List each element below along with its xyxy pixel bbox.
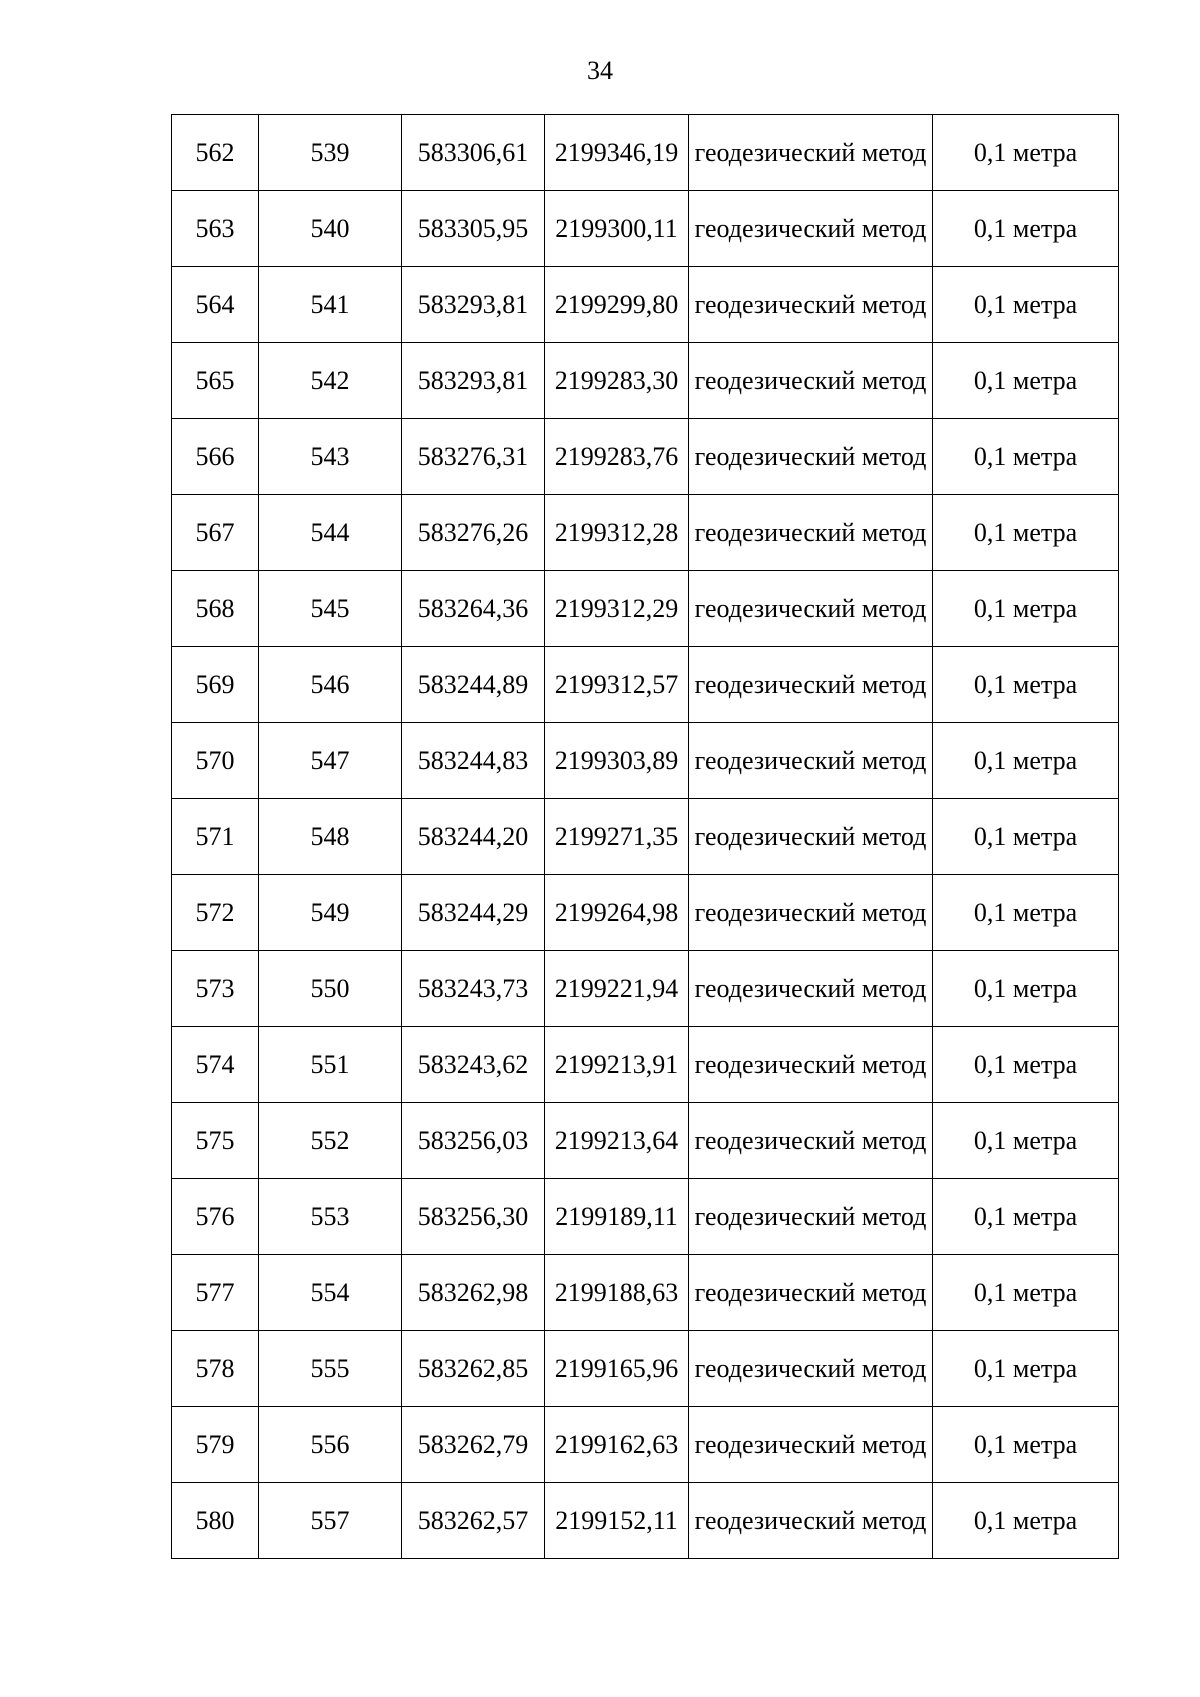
accuracy-cell: 0,1 метра (933, 1255, 1119, 1331)
method-cell: геодезический метод (689, 1407, 933, 1483)
row-number-cell: 564 (172, 267, 259, 343)
table-row (172, 1103, 1119, 1179)
row-number-cell: 567 (172, 495, 259, 571)
table-row (172, 723, 1119, 799)
table-row (172, 419, 1119, 495)
table-row (172, 115, 1119, 191)
x-coordinate-cell: 583243,62 (402, 1027, 545, 1103)
accuracy-cell: 0,1 метра (933, 191, 1119, 267)
point-number-cell: 548 (259, 799, 402, 875)
x-coordinate-cell: 583276,31 (402, 419, 545, 495)
row-number-cell: 565 (172, 343, 259, 419)
row-number-cell: 577 (172, 1255, 259, 1331)
table-body (172, 115, 1119, 1559)
accuracy-cell: 0,1 метра (933, 115, 1119, 191)
row-number-cell: 573 (172, 951, 259, 1027)
y-coordinate-cell: 2199271,35 (545, 799, 689, 875)
x-coordinate-cell: 583305,95 (402, 191, 545, 267)
method-cell: геодезический метод (689, 1331, 933, 1407)
method-cell: геодезический метод (689, 1483, 933, 1559)
accuracy-cell: 0,1 метра (933, 267, 1119, 343)
x-coordinate-cell: 583262,57 (402, 1483, 545, 1559)
row-number-cell: 568 (172, 571, 259, 647)
x-coordinate-cell: 583244,20 (402, 799, 545, 875)
y-coordinate-cell: 2199346,19 (545, 115, 689, 191)
point-number-cell: 545 (259, 571, 402, 647)
method-cell: геодезический метод (689, 1179, 933, 1255)
y-coordinate-cell: 2199152,11 (545, 1483, 689, 1559)
accuracy-cell: 0,1 метра (933, 723, 1119, 799)
point-number-cell: 554 (259, 1255, 402, 1331)
point-number-cell: 544 (259, 495, 402, 571)
y-coordinate-cell: 2199303,89 (545, 723, 689, 799)
method-cell: геодезический метод (689, 647, 933, 723)
method-cell: геодезический метод (689, 1027, 933, 1103)
method-cell: геодезический метод (689, 1103, 933, 1179)
point-number-cell: 541 (259, 267, 402, 343)
accuracy-cell: 0,1 метра (933, 1027, 1119, 1103)
x-coordinate-cell: 583293,81 (402, 267, 545, 343)
table-row (172, 875, 1119, 951)
y-coordinate-cell: 2199188,63 (545, 1255, 689, 1331)
x-coordinate-cell: 583244,29 (402, 875, 545, 951)
x-coordinate-cell: 583262,85 (402, 1331, 545, 1407)
y-coordinate-cell: 2199189,11 (545, 1179, 689, 1255)
row-number-cell: 563 (172, 191, 259, 267)
accuracy-cell: 0,1 метра (933, 799, 1119, 875)
accuracy-cell: 0,1 метра (933, 495, 1119, 571)
accuracy-cell: 0,1 метра (933, 1179, 1119, 1255)
row-number-cell: 572 (172, 875, 259, 951)
method-cell: геодезический метод (689, 571, 933, 647)
method-cell: геодезический метод (689, 799, 933, 875)
coordinates-table (171, 114, 1119, 1559)
table-row (172, 571, 1119, 647)
row-number-cell: 580 (172, 1483, 259, 1559)
point-number-cell: 552 (259, 1103, 402, 1179)
row-number-cell: 569 (172, 647, 259, 723)
accuracy-cell: 0,1 метра (933, 1407, 1119, 1483)
accuracy-cell: 0,1 метра (933, 875, 1119, 951)
x-coordinate-cell: 583276,26 (402, 495, 545, 571)
x-coordinate-cell: 583244,83 (402, 723, 545, 799)
method-cell: геодезический метод (689, 191, 933, 267)
x-coordinate-cell: 583264,36 (402, 571, 545, 647)
point-number-cell: 540 (259, 191, 402, 267)
point-number-cell: 549 (259, 875, 402, 951)
table-row (172, 647, 1119, 723)
y-coordinate-cell: 2199162,63 (545, 1407, 689, 1483)
table-row (172, 951, 1119, 1027)
table-row (172, 1407, 1119, 1483)
row-number-cell: 576 (172, 1179, 259, 1255)
table-row (172, 1483, 1119, 1559)
accuracy-cell: 0,1 метра (933, 571, 1119, 647)
method-cell: геодезический метод (689, 723, 933, 799)
point-number-cell: 542 (259, 343, 402, 419)
table-row (172, 191, 1119, 267)
y-coordinate-cell: 2199312,57 (545, 647, 689, 723)
y-coordinate-cell: 2199264,98 (545, 875, 689, 951)
x-coordinate-cell: 583262,79 (402, 1407, 545, 1483)
row-number-cell: 578 (172, 1331, 259, 1407)
x-coordinate-cell: 583293,81 (402, 343, 545, 419)
table-row (172, 799, 1119, 875)
x-coordinate-cell: 583262,98 (402, 1255, 545, 1331)
x-coordinate-cell: 583256,03 (402, 1103, 545, 1179)
table-row (172, 1255, 1119, 1331)
accuracy-cell: 0,1 метра (933, 419, 1119, 495)
table-row (172, 343, 1119, 419)
x-coordinate-cell: 583256,30 (402, 1179, 545, 1255)
y-coordinate-cell: 2199312,29 (545, 571, 689, 647)
accuracy-cell: 0,1 метра (933, 1331, 1119, 1407)
method-cell: геодезический метод (689, 1255, 933, 1331)
x-coordinate-cell: 583244,89 (402, 647, 545, 723)
accuracy-cell: 0,1 метра (933, 343, 1119, 419)
accuracy-cell: 0,1 метра (933, 1103, 1119, 1179)
row-number-cell: 570 (172, 723, 259, 799)
point-number-cell: 553 (259, 1179, 402, 1255)
y-coordinate-cell: 2199283,76 (545, 419, 689, 495)
y-coordinate-cell: 2199213,64 (545, 1103, 689, 1179)
table-row (172, 1331, 1119, 1407)
point-number-cell: 551 (259, 1027, 402, 1103)
point-number-cell: 557 (259, 1483, 402, 1559)
method-cell: геодезический метод (689, 875, 933, 951)
point-number-cell: 546 (259, 647, 402, 723)
accuracy-cell: 0,1 метра (933, 647, 1119, 723)
method-cell: геодезический метод (689, 495, 933, 571)
row-number-cell: 562 (172, 115, 259, 191)
point-number-cell: 550 (259, 951, 402, 1027)
table-row (172, 1179, 1119, 1255)
method-cell: геодезический метод (689, 419, 933, 495)
x-coordinate-cell: 583243,73 (402, 951, 545, 1027)
method-cell: геодезический метод (689, 951, 933, 1027)
accuracy-cell: 0,1 метра (933, 951, 1119, 1027)
row-number-cell: 575 (172, 1103, 259, 1179)
table-row (172, 267, 1119, 343)
row-number-cell: 579 (172, 1407, 259, 1483)
method-cell: геодезический метод (689, 267, 933, 343)
y-coordinate-cell: 2199300,11 (545, 191, 689, 267)
page-number: 34 (587, 56, 613, 85)
point-number-cell: 555 (259, 1331, 402, 1407)
point-number-cell: 556 (259, 1407, 402, 1483)
y-coordinate-cell: 2199299,80 (545, 267, 689, 343)
table-row (172, 1027, 1119, 1103)
y-coordinate-cell: 2199165,96 (545, 1331, 689, 1407)
table-row (172, 495, 1119, 571)
y-coordinate-cell: 2199221,94 (545, 951, 689, 1027)
row-number-cell: 571 (172, 799, 259, 875)
accuracy-cell: 0,1 метра (933, 1483, 1119, 1559)
point-number-cell: 543 (259, 419, 402, 495)
y-coordinate-cell: 2199283,30 (545, 343, 689, 419)
method-cell: геодезический метод (689, 343, 933, 419)
point-number-cell: 539 (259, 115, 402, 191)
row-number-cell: 566 (172, 419, 259, 495)
y-coordinate-cell: 2199312,28 (545, 495, 689, 571)
row-number-cell: 574 (172, 1027, 259, 1103)
method-cell: геодезический метод (689, 115, 933, 191)
point-number-cell: 547 (259, 723, 402, 799)
x-coordinate-cell: 583306,61 (402, 115, 545, 191)
y-coordinate-cell: 2199213,91 (545, 1027, 689, 1103)
